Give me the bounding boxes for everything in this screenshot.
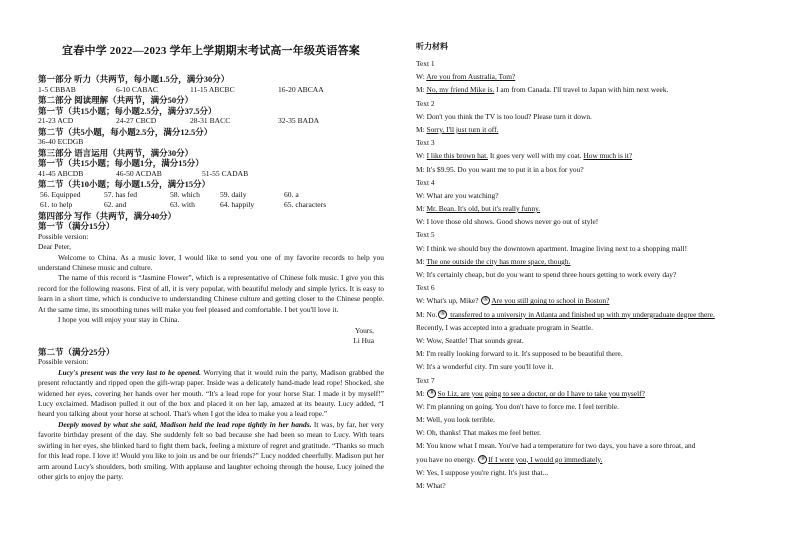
transcript-text: W: I love those old shows. Good shows never go out of style! <box>416 217 599 227</box>
transcript-text: I am from Canada. I'll travel to Japan with him next week. <box>494 85 669 95</box>
transcript-text: M: No. <box>416 309 438 319</box>
story-lead-sentence: Deeply moved by what she said, Madison held the lead rope tightly in her hands. <box>58 419 312 429</box>
transcript-text: W: Yes, I suppose you're right. It's just that... <box>416 467 549 477</box>
text-number-label: Text 1 <box>416 59 435 68</box>
transcript-text: W: <box>416 151 427 161</box>
transcript-line <box>416 149 761 162</box>
transcript-line <box>416 439 761 452</box>
transcript-line <box>416 413 761 426</box>
transcript-line <box>416 453 761 466</box>
underlined-answer-text: Sorry, I'll just turn it off. <box>426 124 499 134</box>
circled-question-number: ⑨ <box>479 455 486 462</box>
transcript-line <box>416 255 761 268</box>
transcript-line <box>416 202 761 215</box>
story-paragraph <box>38 368 384 420</box>
part3-section2-header: 第二节（共10小题；每小题1.5分，满分15分） <box>38 179 211 189</box>
circled-question-number: ⑥ <box>440 310 446 317</box>
fill-answer: 64. happily <box>220 200 255 209</box>
transcript-text: M: Well, you look terrible. <box>416 415 495 425</box>
underlined-answer-text: So Liz, are you going to see a doctor, or do I have to take you myself? <box>437 388 645 398</box>
story-text: Worrying that it would ruin the party, Madison grabbed the present reluctantly and ripped open the gift-wrap paper. Inside was a delicately hand-made lead rope! Shocked, she widened her eyes, covering her hands over her mouth. “It's a lead rope for your horse Star. I made it by myself!” Lucy exclaimed. Madison pulled it out of the box and placed it on her lap, amazed at its beauty. Lucy added, “I heard you talking about your horse at school. That's when I got the idea to make you a lead rope.” <box>38 367 384 419</box>
text-number-label: Text 3 <box>416 138 435 148</box>
text-number-label: Text 5 <box>416 230 435 240</box>
underlined-answer-text: If I were you, I would go immediately. <box>488 454 603 464</box>
transcript-text: W: Wow, Seattle! That sounds great. <box>416 335 524 345</box>
transcript-text: W: <box>416 72 427 82</box>
answer-group: 21-23 ACD <box>38 116 74 125</box>
listening-transcript-column <box>416 42 761 492</box>
letter-closing: Yours, <box>354 325 374 335</box>
transcript-text: M: <box>416 124 427 134</box>
text-number-label: Text 2 <box>416 98 435 108</box>
transcript-line <box>416 189 761 202</box>
transcript-line <box>416 400 761 413</box>
transcript-line <box>416 83 761 96</box>
underlined-answer-text: Are you from Australia, Tom? <box>426 72 516 82</box>
answer-group: 24-27 CBCD <box>116 116 157 125</box>
answer-group: 51-55 CADAB <box>202 168 249 178</box>
transcript <box>416 57 761 492</box>
transcript-text: M: <box>416 388 427 398</box>
transcript-line <box>416 426 761 439</box>
part1-header: 第一部分 听力（共两节，每小题1.5分，满分30分） <box>38 74 230 84</box>
part2-section2-answers <box>38 137 384 148</box>
answer-group: 36-40 ECDGB <box>38 137 84 146</box>
transcript-text: M: I'm really looking forward to it. It's supposed to be beautiful there. <box>416 349 623 359</box>
letter-paragraph: The name of this record is “Jasmine Flower”, which is a representative of Chinese folk music. I give you this record for the following reasons. First of all, it is very popular, with beautiful melody and simple lyrics. It is easy to learn in a short time, which is conducive to understanding Chinese culture and getting closer to the Chinese people. At the same time, its smoothing tunes will make you feel pleased and comfortable. I bet you'll love it. <box>38 273 384 314</box>
fill-answer: 56. Equipped <box>40 189 81 199</box>
part2-header: 第二部分 阅读理解（共两节，满分50分） <box>38 95 194 105</box>
transcript-line <box>416 334 761 347</box>
transcript-text: you have no energy. <box>416 454 478 464</box>
fill-answer: 59. daily <box>220 189 247 199</box>
fill-answers-row1 <box>38 190 384 201</box>
fill-answer: 62. and <box>104 200 127 209</box>
transcript-text: W: Don't you think the TV is too loud? Please turn it down. <box>416 111 592 121</box>
underlined-answer-text: Are you still going to school in Boston? <box>491 296 610 306</box>
transcript-text: W: What are you watching? <box>416 190 499 200</box>
fill-answer: 60. a <box>284 189 299 199</box>
letter-version-label: Possible version: <box>38 231 89 241</box>
transcript-line <box>416 215 761 228</box>
transcript-text: W: It's certainly cheap, but do you want to spend three hours getting to work every day? <box>416 270 677 279</box>
underlined-answer-text: transferred to a university in Atlanta and finished up with my undergraduate degree there. <box>448 309 715 319</box>
transcript-line <box>416 294 761 307</box>
part4-section1-header: 第一节（满分15分） <box>38 221 115 231</box>
transcript-text: M: <box>416 85 427 95</box>
transcript-line <box>416 123 761 136</box>
text-number-label: Text 6 <box>416 283 435 293</box>
answer-group: 28-31 BACC <box>190 116 231 125</box>
story-version-label: Possible version: <box>38 357 89 367</box>
transcript-line <box>416 466 761 479</box>
part2-section2-header: 第二节（共5小题，每小题2.5分，满分12.5分） <box>38 126 213 137</box>
document-title: 宜春中学 2022—2023 学年上学期期末考试高一年级英语答案 <box>62 45 360 57</box>
fill-answer: 61. to help <box>40 200 73 209</box>
fill-answer: 57. has fed <box>104 189 138 199</box>
transcript-text: Recently, I was accepted into a graduate program in Seattle. <box>416 322 594 332</box>
letter-greeting: Dear Peter, <box>38 242 71 251</box>
part1-answers <box>38 85 384 96</box>
transcript-line <box>416 347 761 360</box>
part2-section1-header: 第一节（共15小题；每小题2.5分，满分37.5分） <box>38 105 217 116</box>
transcript-line <box>416 387 761 400</box>
part3-header: 第三部分 语言运用（共两节，满分30分） <box>38 147 194 158</box>
underlined-answer-text: I like this brown hat. <box>426 151 488 161</box>
underlined-answer-text: How much is it? <box>583 151 633 161</box>
fill-answer: 63. with <box>170 200 195 209</box>
answer-key-column <box>38 42 384 483</box>
transcript-text: M: It's $9.95. Do you want me to put it in a box for you? <box>416 164 584 174</box>
transcript-text: It goes very well with my coat. <box>487 151 584 161</box>
transcript-text: W: I'm planning on going. You don't have to force me. I feel terrible. <box>416 401 619 411</box>
transcript-text: M: What? <box>416 481 446 490</box>
part4-header: 第四部分 写作（共两节，满分40分） <box>38 210 177 221</box>
answer-group: 46-50 ACDAB <box>116 168 162 178</box>
letter-paragraph: I hope you will enjoy your stay in China. <box>58 315 180 325</box>
story-text: It was, by far, her very favorite birthday present of the day. She suddenly felt so bad because she had been so mean to Lucy. With tears swirling in her eyes, she blinked hard to fight them back, feeling a mixture of regret and gratitude. “Thanks so much for this lead rope. I love it! Would you like to join us and be our friends?” Lucy nodded cheerfully. Madison put her arm around Lucy's shoulders, both smiling. With applause and laughter echoing through the house, Lucy joined the other girls to enjoy the party. <box>38 419 385 482</box>
story-lead-sentence: Lucy's present was the very last to be opened. <box>58 367 202 377</box>
text-number-label: Text 4 <box>416 177 435 187</box>
transcript-text: M: You know what I mean. You've had a temperature for two days, you have a sore throat, and <box>416 441 696 451</box>
part3-section1-header: 第一节（共15小题；每小题1分，满分15分） <box>38 158 204 168</box>
answer-group: 41-45 ABCDB <box>38 168 84 178</box>
transcript-line <box>416 268 761 281</box>
fill-answer: 65. characters <box>284 200 327 209</box>
part4-section2-header: 第二节（满分25分） <box>38 346 115 357</box>
part2-section1-answers <box>38 116 384 127</box>
text-number-label: Text 7 <box>416 375 435 385</box>
answer-group: 6-10 CABAC <box>116 84 158 94</box>
answer-group: 11-15 ABCBC <box>190 84 235 94</box>
part3-section1-answers <box>38 169 384 180</box>
circled-question-number: ⑥ <box>483 297 489 304</box>
transcript-text: M: <box>416 256 427 266</box>
letter-paragraph: Welcome to China. As a music lover, I would like to send you one of my favorite records to help you understand Chinese music and culture. <box>38 252 384 272</box>
transcript-text: W: Oh, thanks! That makes me feel better. <box>416 428 541 438</box>
story-paragraph <box>38 420 384 483</box>
underlined-answer-text: The one outside the city has more space, though. <box>426 256 571 266</box>
transcript-line <box>416 308 761 321</box>
transcript-line <box>416 321 761 334</box>
transcript-line <box>416 360 761 373</box>
transcript-text: W: I think we should buy the downtown apartment. Imagine living next to a shopping mall! <box>416 243 688 253</box>
transcript-line <box>416 110 761 123</box>
listening-header: 听力材料 <box>416 42 448 51</box>
transcript-line <box>416 479 761 492</box>
transcript-line <box>416 70 761 83</box>
answer-group: 1-5 CBBAB <box>38 84 76 94</box>
transcript-text: W: It's a wonderful city. I'm sure you'll love it. <box>416 362 554 372</box>
fill-answers-row2 <box>38 200 384 211</box>
circled-question-number: ⑧ <box>429 389 435 396</box>
letter-signature: Li Hua <box>353 336 374 346</box>
answer-group: 16-20 ABCAA <box>278 84 324 94</box>
underlined-answer-text: Mr. Bean. It's old, but it's really funny. <box>426 204 541 214</box>
transcript-text: M: <box>416 204 427 214</box>
answer-group: 32-35 BADA <box>278 116 320 125</box>
transcript-line <box>416 242 761 255</box>
underlined-answer-text: No, my friend Mike is. <box>426 85 495 95</box>
fill-answer: 58. which <box>170 189 200 199</box>
transcript-line <box>416 163 761 176</box>
transcript-text: W: What's up, Mike? <box>416 296 481 306</box>
